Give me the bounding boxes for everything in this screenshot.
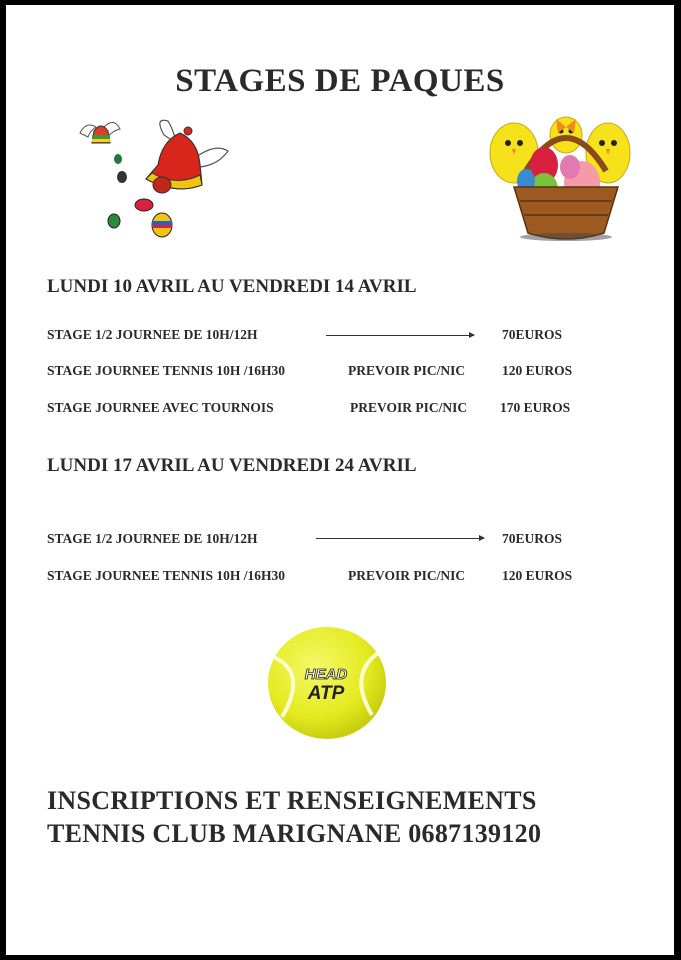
- period-heading: LUNDI 17 AVRIL AU VENDREDI 24 AVRIL: [47, 455, 417, 476]
- ball-model: ATP: [307, 683, 345, 704]
- stage-label: STAGE JOURNEE TENNIS 10H /16H30: [47, 568, 286, 583]
- stage-label: STAGE JOURNEE AVEC TOURNOIS: [47, 400, 274, 415]
- small-bell-icon: [80, 122, 120, 143]
- ball-brand: HEAD: [304, 666, 348, 683]
- stage-note: PREVOIR PIC/NIC: [350, 400, 468, 415]
- stage-label: STAGE JOURNEE TENNIS 10H /16H30: [47, 363, 286, 378]
- stage-price: 170 EUROS: [500, 400, 571, 415]
- stage-label: STAGE 1/2 JOURNEE DE 10H/12H: [47, 327, 258, 342]
- arrow-right-icon: [316, 538, 484, 539]
- arrow-right-icon: [326, 335, 474, 336]
- footer-line-1: INSCRIPTIONS ET RENSEIGNEMENTS: [47, 786, 537, 815]
- page-title: STAGES DE PAQUES: [175, 63, 505, 99]
- easter-bell-icon: [76, 113, 236, 243]
- footer-contact: TENNIS CLUB MARIGNANE 0687139120: [47, 819, 542, 848]
- stage-note: PREVOIR PIC/NIC: [348, 363, 466, 378]
- tennis-ball-icon: [264, 623, 390, 743]
- stage-label: STAGE 1/2 JOURNEE DE 10H/12H: [47, 531, 258, 546]
- easter-basket-chicks-icon: [486, 105, 636, 245]
- period-heading: LUNDI 10 AVRIL AU VENDREDI 14 AVRIL: [47, 276, 417, 297]
- stage-price: 120 EUROS: [502, 363, 573, 378]
- stage-note: PREVOIR PIC/NIC: [348, 568, 466, 583]
- flyer-page: [6, 5, 674, 955]
- stage-price: 70EUROS: [502, 327, 563, 342]
- big-bell-icon: [146, 120, 228, 193]
- stage-price: 120 EUROS: [502, 568, 573, 583]
- stage-price: 70EUROS: [502, 531, 563, 546]
